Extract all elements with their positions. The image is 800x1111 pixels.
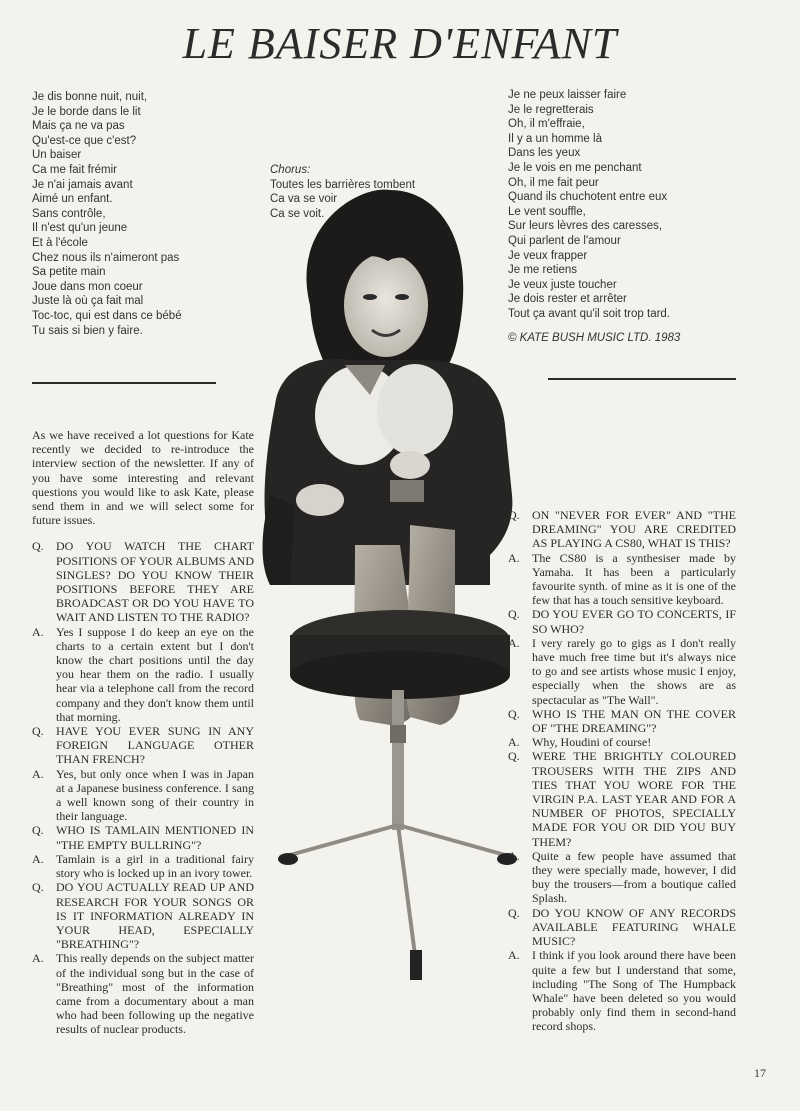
lyric-line: Je dis bonne nuit, nuit, — [32, 91, 148, 103]
interview-answer — [32, 951, 254, 1036]
qa-marker: Q. — [508, 905, 520, 920]
qa-marker: Q. — [32, 724, 44, 739]
interview-question — [508, 508, 736, 551]
chorus-line: Ca va se voir — [270, 193, 338, 206]
qa-text: This really depends on the subject matter of the individual song but in the case of "Breathing" most of the information came from a documentary about a man who had been following up the negative results of nuclear products. — [56, 951, 254, 1037]
qa-marker: Q. — [32, 539, 44, 554]
qa-text: DO YOU EVER GO TO CONCERTS, IF SO WHO? — [532, 607, 736, 636]
qa-marker: A. — [508, 735, 520, 750]
lyric-line: Je n'ai jamais avant — [32, 178, 133, 191]
qa-text: I very rarely go to gigs as I don't really have much free time but it's always nice to go and see artists whose music I enjoy, especially when the shows are as spectacular as "The Wall". — [532, 635, 736, 707]
qa-marker: Q. — [508, 607, 520, 622]
qa-marker: A. — [32, 851, 44, 866]
qa-marker: Q. — [32, 880, 44, 895]
qa-text: WHO IS TAMLAIN MENTIONED IN "THE EMPTY BULLRING"? — [56, 823, 254, 852]
lyric-line: Le vent souffle, — [508, 205, 586, 218]
lyric-line: Quand ils chuchotent entre eux — [508, 191, 668, 204]
page-title: LE BAISER D'ENFANT — [182, 19, 618, 68]
qa-marker: A. — [508, 948, 520, 963]
qa-marker: A. — [508, 635, 520, 650]
page-number: 17 — [754, 1066, 766, 1080]
lyric-line: Je veux juste toucher — [508, 278, 617, 291]
copyright-notice: © KATE BUSH MUSIC LTD. 1983 — [508, 332, 681, 344]
lyric-line: Qu'est-ce que c'est? — [32, 134, 137, 147]
interview-answer — [508, 636, 736, 707]
lyric-line: Tout ça avant qu'il soit trop tard. — [508, 307, 671, 320]
qa-text: DO YOU ACTUALLY READ UP AND RESEARCH FOR YOUR SONGS OR IS IT INFORMATION ALREADY IN YOUR HEAD, ESPECIALLY "BREATHING"? — [56, 880, 254, 952]
divider-left — [32, 382, 216, 384]
lyric-line: Qui parlent de l'amour — [508, 234, 621, 247]
lyric-line: Toc-toc, qui est dans ce bébé — [32, 309, 182, 322]
lyrics-verse-left — [32, 90, 182, 338]
lyric-line: Et à l'école — [32, 236, 88, 249]
qa-text: DO YOU WATCH THE CHART POSITIONS OF YOUR ALBUMS AND SINGLES? DO YOU KNOW THEIR POSITIONS BEFORE THEY ARE BROADCAST OR DO YOU HAVE TO WAIT AND LISTEN TO THE RADIO? — [56, 539, 254, 625]
interview-column-right — [508, 508, 736, 1034]
qa-marker: A. — [508, 848, 520, 863]
lyric-line: Il y a un homme là — [508, 132, 602, 145]
lyric-line: Je le regretterais — [508, 103, 594, 116]
lyric-line: Il n'est qu'un jeune — [32, 222, 128, 235]
lyric-line: Je ne peux laisser faire — [508, 89, 627, 101]
qa-text: WHO IS THE MAN ON THE COVER OF "THE DREAMING"? — [532, 706, 736, 736]
lyric-line: Aimé un enfant. — [32, 193, 113, 206]
interview-answer — [508, 551, 736, 608]
qa-text: Why, Houdini of course! — [532, 735, 652, 750]
lyric-line: Oh, il m'effraie, — [508, 118, 585, 131]
lyric-line: Tu sais si bien y faire. — [32, 324, 143, 337]
interview-answer — [508, 849, 736, 906]
qa-text: DO YOU KNOW OF ANY RECORDS AVAILABLE FEATURING WHALE MUSIC? — [532, 905, 736, 949]
qa-text: HAVE YOU EVER SUNG IN ANY FOREIGN LANGUAGE OTHER THAN FRENCH? — [56, 724, 254, 767]
lyric-line: Je veux frapper — [508, 249, 588, 262]
interview-answer — [32, 625, 254, 724]
lyric-line: Je dois rester et arrêter — [508, 293, 627, 306]
qa-text: ON "NEVER FOR EVER" AND "THE DREAMING" YOU ARE CREDITED AS PLAYING A CS80, WHAT IS THIS? — [532, 508, 736, 551]
qa-text: Yes I suppose I do keep an eye on the charts to a certain extent but I don't know the chart positions until the day you hear them on the radio. I usually hear via a telephone call from the record company and they don't know them until that morning. — [56, 624, 254, 724]
chorus-label: Chorus: — [270, 164, 311, 176]
interview-question — [32, 880, 254, 951]
qa-marker: Q. — [508, 508, 520, 522]
lyric-line: Ca me fait frémir — [32, 163, 117, 176]
interview-question — [32, 724, 254, 767]
lyric-line: Sans contrôle, — [32, 207, 106, 220]
qa-text: I think if you look around there have been quite a few but I understand that some, including "The Song of The Humpback Whale" have been deleted so you would probably only find them in second-hand record shops. — [532, 948, 736, 1034]
chorus-line: Toutes les barrières tombent — [270, 178, 416, 191]
lyric-line: Oh, il me fait peur — [508, 176, 599, 189]
interview-question — [508, 749, 736, 848]
interview-question — [32, 823, 254, 851]
qa-marker: Q. — [508, 706, 520, 721]
interview-answer — [508, 948, 736, 1033]
qa-marker: A. — [32, 624, 44, 639]
lyric-line: Je le borde dans le lit — [32, 105, 141, 118]
chorus-line: Ca se voit. — [270, 207, 325, 220]
lyric-line: Dans les yeux — [508, 147, 581, 160]
qa-marker: A. — [32, 766, 44, 781]
lyric-line: Je le vois en me penchant — [508, 161, 642, 174]
lyrics-verse-right — [508, 88, 670, 322]
interview-question — [508, 906, 736, 949]
qa-marker: Q. — [32, 823, 44, 838]
lyric-line: Mais ça ne va pas — [32, 120, 125, 133]
qa-marker: A. — [32, 951, 44, 966]
qa-text: The CS80 is a synthesiser made by Yamaha. It has been a particularly favourite synth. of mine as it is one of the few that has a touch sensitive keyboard. — [532, 550, 736, 608]
lyric-line: Juste là où ça fait mal — [32, 295, 144, 308]
interview-question — [32, 539, 254, 624]
interview-question — [508, 707, 736, 735]
qa-marker: A. — [508, 550, 520, 565]
lyric-line: Sur leurs lèvres des caresses, — [508, 220, 663, 233]
lyric-line: Sa petite main — [32, 266, 106, 279]
divider-right — [548, 378, 736, 380]
interview-answer — [32, 767, 254, 824]
interview-answer — [32, 852, 254, 880]
lyric-line: Un baiser — [32, 149, 82, 162]
intro-paragraph: As we have received a lot questions for Kate recently we decided to re-introduce the interview section of the newsletter. If any of you have some interesting and relevant questions you would like to ask Kate, please send them in and we will select some for future issues. — [32, 428, 254, 528]
interview-question — [508, 607, 736, 635]
qa-text: Yes, but only once when I was in Japan at a Japanese business conference. I sang a well known song of their country in their language. — [56, 766, 254, 824]
qa-text: Quite a few people have assumed that they were specially made, however, I did buy the trousers—from a boutique called Splash. — [532, 848, 736, 906]
photo-kate-bush — [250, 165, 530, 985]
qa-text: Tamlain is a girl in a traditional fairy story who is locked up in an ivory tower. — [56, 851, 254, 881]
interview-answer — [508, 735, 736, 749]
lyric-line: Chez nous ils n'aimeront pas — [32, 251, 180, 264]
lyric-line: Joue dans mon coeur — [32, 280, 143, 293]
qa-text: WERE THE BRIGHTLY COLOURED TROUSERS WITH THE ZIPS AND TIES THAT YOU WORE FOR THE VIRGIN P.A. LAST YEAR AND FOR A NUMBER OF PHOTOS, SPECIALLY MADE FOR YOU OR DID YOU BUY THEM? — [532, 749, 736, 849]
qa-marker: Q. — [508, 749, 520, 764]
lyric-line: Je me retiens — [508, 264, 578, 277]
interview-column-left — [32, 428, 254, 1037]
